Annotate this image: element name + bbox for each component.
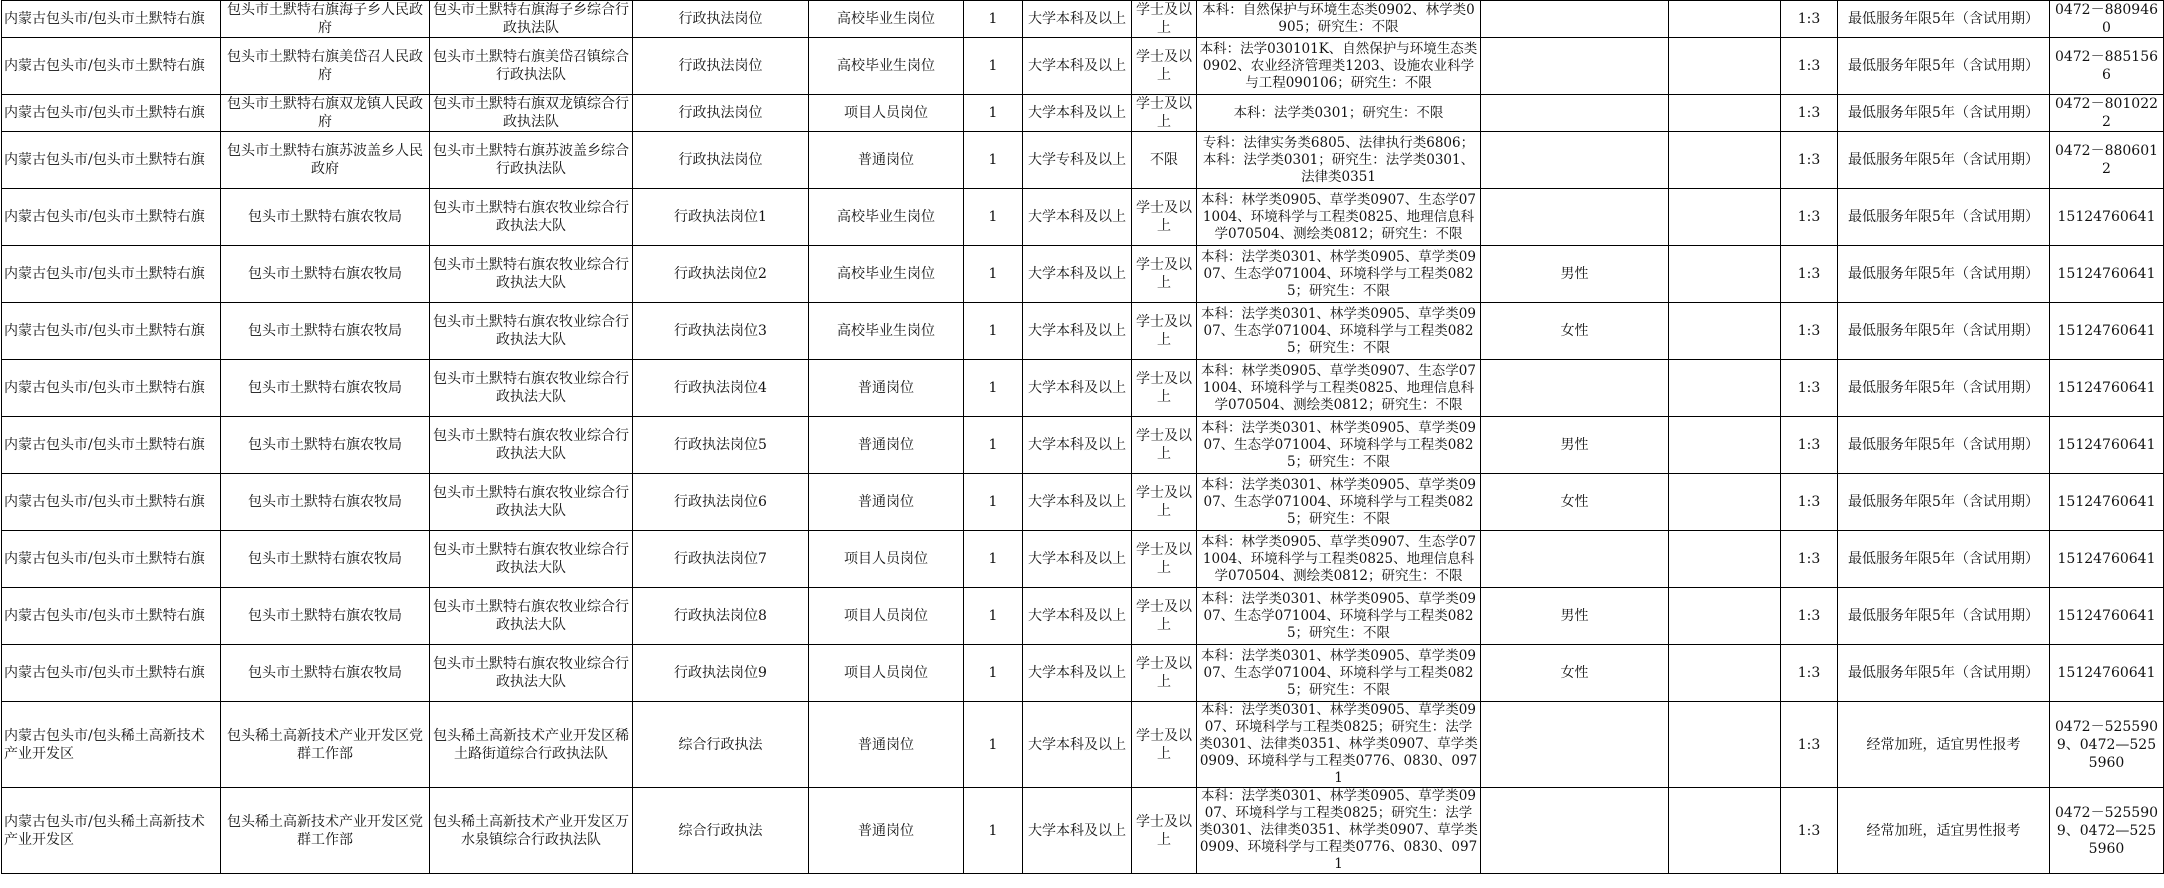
hire-count-cell: 1 <box>964 531 1023 588</box>
hire-count-cell: 1 <box>964 474 1023 531</box>
major-cell: 本科：自然保护与环境生态类0902、林学类0905；研究生：不限 <box>1197 1 1481 38</box>
post-name-cell: 行政执法岗位1 <box>633 189 809 246</box>
post-type-cell: 高校毕业生岗位 <box>809 1 964 38</box>
post-name-cell: 综合行政执法 <box>633 702 809 788</box>
education-cell: 大学本科及以上 <box>1023 303 1132 360</box>
education-cell: 大学本科及以上 <box>1023 417 1132 474</box>
major-cell: 本科：法学类0301、林学类0905、草学类0907、生态学071004、环境科学与工程类0825；研究生：不限 <box>1197 246 1481 303</box>
degree-cell: 学士及以上 <box>1132 1 1197 38</box>
degree-cell: 学士及以上 <box>1132 588 1197 645</box>
degree-cell: 学士及以上 <box>1132 303 1197 360</box>
remarks-cell: 最低服务年限5年（含试用期） <box>1838 189 2050 246</box>
table-row <box>2 1 2164 38</box>
post-type-cell: 项目人员岗位 <box>809 588 964 645</box>
other-requirement-cell <box>1481 360 1669 417</box>
remarks-cell: 最低服务年限5年（含试用期） <box>1838 303 2050 360</box>
hire-count-cell: 1 <box>964 588 1023 645</box>
unit-cell: 包头市土默特右旗农牧业综合行政执法大队 <box>430 588 633 645</box>
region-cell: 内蒙古包头市/包头市土默特右旗 <box>2 95 221 132</box>
unit-cell: 包头市土默特右旗农牧业综合行政执法大队 <box>430 303 633 360</box>
department-cell: 包头市土默特右旗农牧局 <box>221 303 430 360</box>
exam-ratio-cell: 1:3 <box>1781 645 1838 702</box>
education-cell: 大学本科及以上 <box>1023 474 1132 531</box>
unit-cell: 包头市土默特右旗农牧业综合行政执法大队 <box>430 531 633 588</box>
degree-cell: 学士及以上 <box>1132 95 1197 132</box>
other-requirement-cell <box>1481 189 1669 246</box>
blank-cell <box>1669 417 1781 474</box>
table-row <box>2 788 2164 874</box>
blank-cell <box>1669 788 1781 874</box>
department-cell: 包头市土默特右旗海子乡人民政府 <box>221 1 430 38</box>
table-row <box>2 588 2164 645</box>
post-type-cell: 普通岗位 <box>809 360 964 417</box>
education-cell: 大学本科及以上 <box>1023 702 1132 788</box>
education-cell: 大学本科及以上 <box>1023 360 1132 417</box>
other-requirement-cell <box>1481 531 1669 588</box>
unit-cell: 包头市土默特右旗农牧业综合行政执法大队 <box>430 246 633 303</box>
table-row <box>2 360 2164 417</box>
remarks-cell: 最低服务年限5年（含试用期） <box>1838 132 2050 189</box>
other-requirement-cell: 女性 <box>1481 303 1669 360</box>
post-type-cell: 普通岗位 <box>809 702 964 788</box>
exam-ratio-cell: 1:3 <box>1781 788 1838 874</box>
exam-ratio-cell: 1:3 <box>1781 132 1838 189</box>
hire-count-cell: 1 <box>964 303 1023 360</box>
remarks-cell: 最低服务年限5年（含试用期） <box>1838 645 2050 702</box>
major-cell: 本科：法学类0301、林学类0905、草学类0907、生态学071004、环境科学与工程类0825；研究生：不限 <box>1197 303 1481 360</box>
region-cell: 内蒙古包头市/包头稀土高新技术产业开发区 <box>2 702 221 788</box>
remarks-cell: 最低服务年限5年（含试用期） <box>1838 588 2050 645</box>
blank-cell <box>1669 702 1781 788</box>
post-type-cell: 高校毕业生岗位 <box>809 38 964 95</box>
department-cell: 包头市土默特右旗农牧局 <box>221 246 430 303</box>
remarks-cell: 最低服务年限5年（含试用期） <box>1838 95 2050 132</box>
table-row <box>2 189 2164 246</box>
degree-cell: 学士及以上 <box>1132 246 1197 303</box>
post-name-cell: 行政执法岗位5 <box>633 417 809 474</box>
exam-ratio-cell: 1:3 <box>1781 303 1838 360</box>
education-cell: 大学本科及以上 <box>1023 38 1132 95</box>
blank-cell <box>1669 1 1781 38</box>
remarks-cell: 最低服务年限5年（含试用期） <box>1838 360 2050 417</box>
post-name-cell: 行政执法岗位8 <box>633 588 809 645</box>
other-requirement-cell <box>1481 788 1669 874</box>
exam-ratio-cell: 1:3 <box>1781 38 1838 95</box>
phone-cell: 15124760641 <box>2050 588 2164 645</box>
hire-count-cell: 1 <box>964 1 1023 38</box>
hire-count-cell: 1 <box>964 645 1023 702</box>
post-name-cell: 行政执法岗位 <box>633 95 809 132</box>
table-row <box>2 95 2164 132</box>
unit-cell: 包头市土默特右旗农牧业综合行政执法大队 <box>430 189 633 246</box>
exam-ratio-cell: 1:3 <box>1781 189 1838 246</box>
major-cell: 本科：法学类0301、林学类0905、草学类0907、环境科学与工程类0825；研究生：法学类0301、法律类0351、林学类0907、草学类0909、环境科学与工程类0776、0830、0971 <box>1197 788 1481 874</box>
degree-cell: 不限 <box>1132 132 1197 189</box>
degree-cell: 学士及以上 <box>1132 474 1197 531</box>
phone-cell: 15124760641 <box>2050 417 2164 474</box>
major-cell: 本科：林学类0905、草学类0907、生态学071004、环境科学与工程类0825、地理信息科学070504、测绘类0812；研究生：不限 <box>1197 189 1481 246</box>
education-cell: 大学本科及以上 <box>1023 95 1132 132</box>
blank-cell <box>1669 303 1781 360</box>
post-name-cell: 行政执法岗位2 <box>633 246 809 303</box>
remarks-cell: 经常加班，适宜男性报考 <box>1838 702 2050 788</box>
unit-cell: 包头市土默特右旗农牧业综合行政执法大队 <box>430 360 633 417</box>
other-requirement-cell: 女性 <box>1481 474 1669 531</box>
unit-cell: 包头市土默特右旗苏波盖乡综合行政执法队 <box>430 132 633 189</box>
phone-cell: 0472－5255909、0472—5255960 <box>2050 788 2164 874</box>
blank-cell <box>1669 531 1781 588</box>
department-cell: 包头市土默特右旗农牧局 <box>221 417 430 474</box>
unit-cell: 包头市土默特右旗农牧业综合行政执法大队 <box>430 417 633 474</box>
education-cell: 大学专科及以上 <box>1023 132 1132 189</box>
remarks-cell: 最低服务年限5年（含试用期） <box>1838 474 2050 531</box>
major-cell: 本科：林学类0905、草学类0907、生态学071004、环境科学与工程类0825、地理信息科学070504、测绘类0812；研究生：不限 <box>1197 531 1481 588</box>
other-requirement-cell: 男性 <box>1481 588 1669 645</box>
unit-cell: 包头稀土高新技术产业开发区稀土路街道综合行政执法队 <box>430 702 633 788</box>
table-row <box>2 531 2164 588</box>
region-cell: 内蒙古包头市/包头市土默特右旗 <box>2 303 221 360</box>
phone-cell: 0472－8851566 <box>2050 38 2164 95</box>
region-cell: 内蒙古包头市/包头市土默特右旗 <box>2 474 221 531</box>
table-row <box>2 38 2164 95</box>
major-cell: 本科：法学类0301、林学类0905、草学类0907、环境科学与工程类0825；研究生：法学类0301、法律类0351、林学类0907、草学类0909、环境科学与工程类0776、0830、0971 <box>1197 702 1481 788</box>
phone-cell: 15124760641 <box>2050 645 2164 702</box>
phone-cell: 15124760641 <box>2050 360 2164 417</box>
degree-cell: 学士及以上 <box>1132 531 1197 588</box>
department-cell: 包头市土默特右旗农牧局 <box>221 474 430 531</box>
degree-cell: 学士及以上 <box>1132 360 1197 417</box>
degree-cell: 学士及以上 <box>1132 189 1197 246</box>
phone-cell: 15124760641 <box>2050 531 2164 588</box>
region-cell: 内蒙古包头市/包头市土默特右旗 <box>2 1 221 38</box>
remarks-cell: 最低服务年限5年（含试用期） <box>1838 1 2050 38</box>
major-cell: 本科：法学类0301、林学类0905、草学类0907、生态学071004、环境科学与工程类0825；研究生：不限 <box>1197 474 1481 531</box>
education-cell: 大学本科及以上 <box>1023 788 1132 874</box>
blank-cell <box>1669 38 1781 95</box>
region-cell: 内蒙古包头市/包头市土默特右旗 <box>2 189 221 246</box>
post-name-cell: 行政执法岗位 <box>633 132 809 189</box>
table-row <box>2 132 2164 189</box>
post-name-cell: 行政执法岗位6 <box>633 474 809 531</box>
other-requirement-cell: 男性 <box>1481 417 1669 474</box>
post-type-cell: 项目人员岗位 <box>809 95 964 132</box>
post-name-cell: 行政执法岗位4 <box>633 360 809 417</box>
other-requirement-cell: 男性 <box>1481 246 1669 303</box>
unit-cell: 包头市土默特右旗美岱召镇综合行政执法队 <box>430 38 633 95</box>
post-type-cell: 普通岗位 <box>809 788 964 874</box>
blank-cell <box>1669 246 1781 303</box>
exam-ratio-cell: 1:3 <box>1781 360 1838 417</box>
exam-ratio-cell: 1:3 <box>1781 95 1838 132</box>
degree-cell: 学士及以上 <box>1132 645 1197 702</box>
region-cell: 内蒙古包头市/包头市土默特右旗 <box>2 38 221 95</box>
unit-cell: 包头市土默特右旗农牧业综合行政执法大队 <box>430 645 633 702</box>
education-cell: 大学本科及以上 <box>1023 1 1132 38</box>
blank-cell <box>1669 189 1781 246</box>
remarks-cell: 经常加班，适宜男性报考 <box>1838 788 2050 874</box>
region-cell: 内蒙古包头市/包头市土默特右旗 <box>2 645 221 702</box>
table-row <box>2 303 2164 360</box>
hire-count-cell: 1 <box>964 417 1023 474</box>
post-type-cell: 项目人员岗位 <box>809 531 964 588</box>
phone-cell: 0472－8806012 <box>2050 132 2164 189</box>
post-type-cell: 高校毕业生岗位 <box>809 189 964 246</box>
job-positions-table <box>1 0 2164 874</box>
department-cell: 包头市土默特右旗农牧局 <box>221 588 430 645</box>
post-type-cell: 普通岗位 <box>809 474 964 531</box>
department-cell: 包头稀土高新技术产业开发区党群工作部 <box>221 788 430 874</box>
exam-ratio-cell: 1:3 <box>1781 1 1838 38</box>
department-cell: 包头市土默特右旗苏波盖乡人民政府 <box>221 132 430 189</box>
blank-cell <box>1669 360 1781 417</box>
other-requirement-cell <box>1481 132 1669 189</box>
exam-ratio-cell: 1:3 <box>1781 246 1838 303</box>
region-cell: 内蒙古包头市/包头市土默特右旗 <box>2 588 221 645</box>
hire-count-cell: 1 <box>964 788 1023 874</box>
exam-ratio-cell: 1:3 <box>1781 531 1838 588</box>
post-name-cell: 行政执法岗位 <box>633 1 809 38</box>
blank-cell <box>1669 645 1781 702</box>
major-cell: 本科：法学类0301、林学类0905、草学类0907、生态学071004、环境科学与工程类0825；研究生：不限 <box>1197 645 1481 702</box>
phone-cell: 15124760641 <box>2050 189 2164 246</box>
education-cell: 大学本科及以上 <box>1023 588 1132 645</box>
department-cell: 包头市土默特右旗农牧局 <box>221 189 430 246</box>
degree-cell: 学士及以上 <box>1132 702 1197 788</box>
phone-cell: 15124760641 <box>2050 474 2164 531</box>
hire-count-cell: 1 <box>964 360 1023 417</box>
hire-count-cell: 1 <box>964 95 1023 132</box>
department-cell: 包头市土默特右旗农牧局 <box>221 531 430 588</box>
degree-cell: 学士及以上 <box>1132 38 1197 95</box>
exam-ratio-cell: 1:3 <box>1781 588 1838 645</box>
other-requirement-cell: 女性 <box>1481 645 1669 702</box>
post-name-cell: 综合行政执法 <box>633 788 809 874</box>
post-type-cell: 高校毕业生岗位 <box>809 303 964 360</box>
hire-count-cell: 1 <box>964 702 1023 788</box>
department-cell: 包头市土默特右旗双龙镇人民政府 <box>221 95 430 132</box>
phone-cell: 0472－5255909、0472—5255960 <box>2050 702 2164 788</box>
blank-cell <box>1669 588 1781 645</box>
phone-cell: 0472－8809460 <box>2050 1 2164 38</box>
exam-ratio-cell: 1:3 <box>1781 702 1838 788</box>
education-cell: 大学本科及以上 <box>1023 531 1132 588</box>
department-cell: 包头稀土高新技术产业开发区党群工作部 <box>221 702 430 788</box>
post-type-cell: 项目人员岗位 <box>809 645 964 702</box>
major-cell: 本科：法学类0301、林学类0905、草学类0907、生态学071004、环境科学与工程类0825；研究生：不限 <box>1197 417 1481 474</box>
phone-cell: 15124760641 <box>2050 303 2164 360</box>
table-row <box>2 417 2164 474</box>
other-requirement-cell <box>1481 1 1669 38</box>
hire-count-cell: 1 <box>964 246 1023 303</box>
unit-cell: 包头市土默特右旗农牧业综合行政执法大队 <box>430 474 633 531</box>
table-row <box>2 246 2164 303</box>
department-cell: 包头市土默特右旗农牧局 <box>221 360 430 417</box>
region-cell: 内蒙古包头市/包头稀土高新技术产业开发区 <box>2 788 221 874</box>
hire-count-cell: 1 <box>964 38 1023 95</box>
major-cell: 本科：法学类0301、林学类0905、草学类0907、生态学071004、环境科学与工程类0825；研究生：不限 <box>1197 588 1481 645</box>
degree-cell: 学士及以上 <box>1132 788 1197 874</box>
department-cell: 包头市土默特右旗美岱召人民政府 <box>221 38 430 95</box>
remarks-cell: 最低服务年限5年（含试用期） <box>1838 531 2050 588</box>
post-type-cell: 普通岗位 <box>809 132 964 189</box>
unit-cell: 包头市土默特右旗双龙镇综合行政执法队 <box>430 95 633 132</box>
table-row <box>2 474 2164 531</box>
major-cell: 本科：法学类0301；研究生：不限 <box>1197 95 1481 132</box>
unit-cell: 包头稀土高新技术产业开发区万水泉镇综合行政执法队 <box>430 788 633 874</box>
post-name-cell: 行政执法岗位7 <box>633 531 809 588</box>
major-cell: 专科：法律实务类6805、法律执行类6806；本科：法学类0301；研究生：法学类0301、法律类0351 <box>1197 132 1481 189</box>
exam-ratio-cell: 1:3 <box>1781 474 1838 531</box>
degree-cell: 学士及以上 <box>1132 417 1197 474</box>
major-cell: 本科：法学030101K、自然保护与环境生态类0902、农业经济管理类1203、设施农业科学与工程090106；研究生：不限 <box>1197 38 1481 95</box>
education-cell: 大学本科及以上 <box>1023 189 1132 246</box>
department-cell: 包头市土默特右旗农牧局 <box>221 645 430 702</box>
region-cell: 内蒙古包头市/包头市土默特右旗 <box>2 360 221 417</box>
major-cell: 本科：林学类0905、草学类0907、生态学071004、环境科学与工程类0825、地理信息科学070504、测绘类0812；研究生：不限 <box>1197 360 1481 417</box>
blank-cell <box>1669 132 1781 189</box>
table-row <box>2 702 2164 788</box>
hire-count-cell: 1 <box>964 132 1023 189</box>
education-cell: 大学本科及以上 <box>1023 645 1132 702</box>
other-requirement-cell <box>1481 702 1669 788</box>
hire-count-cell: 1 <box>964 189 1023 246</box>
region-cell: 内蒙古包头市/包头市土默特右旗 <box>2 417 221 474</box>
phone-cell: 0472－8010222 <box>2050 95 2164 132</box>
other-requirement-cell <box>1481 95 1669 132</box>
education-cell: 大学本科及以上 <box>1023 246 1132 303</box>
post-name-cell: 行政执法岗位9 <box>633 645 809 702</box>
phone-cell: 15124760641 <box>2050 246 2164 303</box>
post-type-cell: 高校毕业生岗位 <box>809 246 964 303</box>
remarks-cell: 最低服务年限5年（含试用期） <box>1838 38 2050 95</box>
post-name-cell: 行政执法岗位3 <box>633 303 809 360</box>
region-cell: 内蒙古包头市/包头市土默特右旗 <box>2 531 221 588</box>
exam-ratio-cell: 1:3 <box>1781 417 1838 474</box>
other-requirement-cell <box>1481 38 1669 95</box>
unit-cell: 包头市土默特右旗海子乡综合行政执法队 <box>430 1 633 38</box>
blank-cell <box>1669 474 1781 531</box>
region-cell: 内蒙古包头市/包头市土默特右旗 <box>2 246 221 303</box>
table-row <box>2 645 2164 702</box>
remarks-cell: 最低服务年限5年（含试用期） <box>1838 246 2050 303</box>
post-type-cell: 普通岗位 <box>809 417 964 474</box>
region-cell: 内蒙古包头市/包头市土默特右旗 <box>2 132 221 189</box>
post-name-cell: 行政执法岗位 <box>633 38 809 95</box>
remarks-cell: 最低服务年限5年（含试用期） <box>1838 417 2050 474</box>
blank-cell <box>1669 95 1781 132</box>
